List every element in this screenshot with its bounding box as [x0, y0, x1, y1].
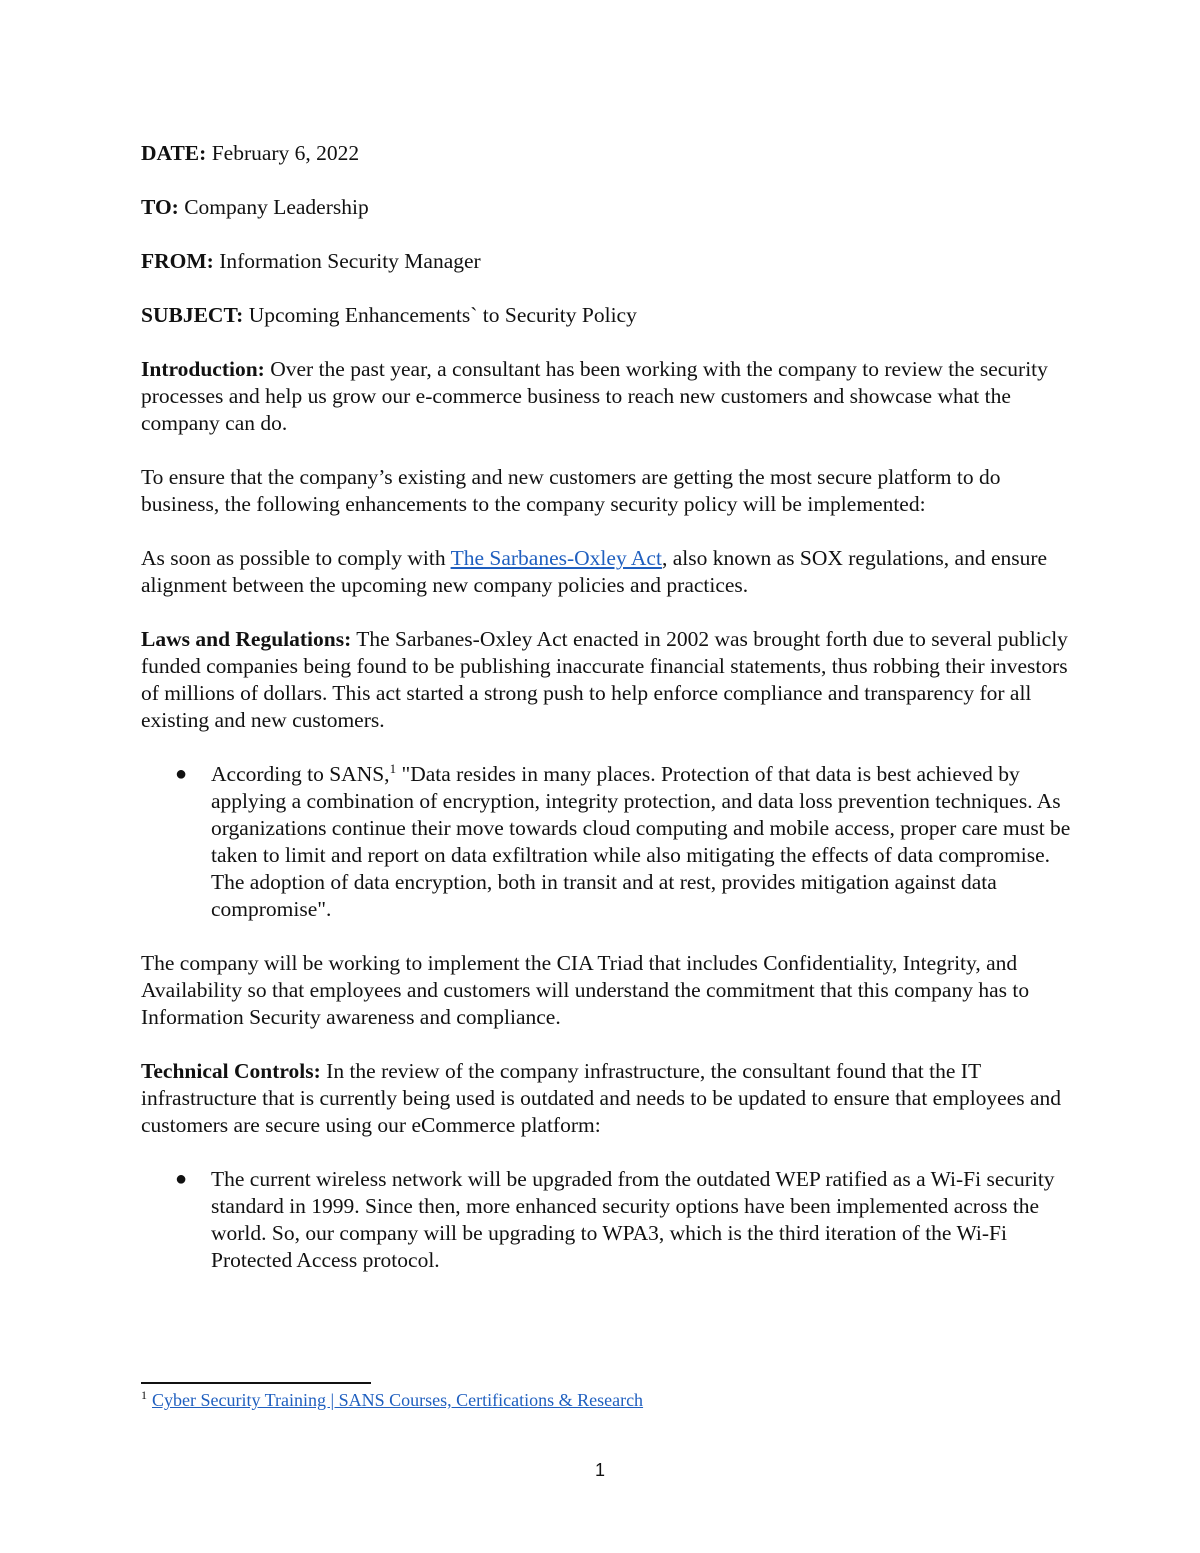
introduction-text: Over the past year, a consultant has been working with the company to review the security processes and help us grow our e-commerce business to reach new customers and showcase what the company can do. — [141, 357, 1048, 435]
footnote-link[interactable]: Cyber Security Training | SANS Courses, Certifications & Research — [152, 1390, 644, 1410]
date-value: February 6, 2022 — [206, 141, 360, 165]
technical-text: In the review of the company infrastructure, the consultant found that the IT infrastructure that is currently being used is outdated and needs to be updated to ensure that employees and customers are secure using our eCommerce platform: — [141, 1059, 1062, 1137]
wireless-upgrade-text: The current wireless network will be upgraded from the outdated WEP ratified as a Wi-Fi security standard in 1999. Since then, more enhanced security options have been implemented across the world. So, our company will be upgrading to WPA3, which is the third iteration of the Wi-Fi Protected Access protocol. — [211, 1167, 1055, 1272]
technical-bullet-list — [141, 1166, 1071, 1274]
date-label: DATE: — [141, 141, 207, 165]
bullet-icon: ● — [175, 1168, 188, 1190]
from-line — [141, 248, 1071, 275]
sans-quote-before: According to SANS, — [211, 762, 390, 786]
laws-label: Laws and Regulations: — [141, 627, 352, 651]
footnote-separator — [141, 1382, 371, 1384]
sox-paragraph — [141, 545, 1071, 599]
footnote — [141, 1388, 643, 1412]
laws-paragraph — [141, 626, 1071, 734]
sox-text-after: , also known as SOX regulations, and ensure alignment between the upcoming new company policies and practices. — [141, 546, 1048, 597]
list-item — [141, 1166, 1071, 1274]
sox-text-before: As soon as possible to comply with — [141, 546, 451, 570]
footnote-reference[interactable]: 1 — [389, 760, 397, 776]
introduction-label: Introduction: — [141, 357, 265, 381]
page-number: 1 — [594, 1460, 605, 1480]
introduction-paragraph — [141, 356, 1071, 437]
ensure-paragraph: To ensure that the company’s existing and new customers are getting the most secure platform to do business, the following enhancements to the company security policy will be implemented: — [141, 465, 1001, 516]
subject-line — [141, 302, 1071, 329]
bullet-icon: ● — [175, 763, 188, 785]
memo-body — [141, 140, 1071, 1301]
from-value: Information Security Manager — [213, 249, 481, 273]
footnote-number: 1 — [141, 1388, 147, 1402]
to-label: TO: — [141, 195, 179, 219]
technical-paragraph — [141, 1058, 1071, 1139]
date-line — [141, 140, 1071, 167]
cia-paragraph: The company will be working to implement the CIA Triad that includes Confidentiality, Integrity, and Availability so that employees and customers will understand the commitment that this company has to Information Security awareness and compliance. — [141, 951, 1030, 1029]
laws-bullet-list — [141, 761, 1071, 923]
list-item — [141, 761, 1071, 923]
sox-act-link[interactable]: The Sarbanes-Oxley Act — [450, 546, 662, 570]
from-label: FROM: — [141, 249, 214, 273]
subject-label: SUBJECT: — [141, 303, 244, 327]
laws-text: The Sarbanes-Oxley Act enacted in 2002 was brought forth due to several publicly funded companies being found to be publishing inaccurate financial statements, thus robbing their investors of millions of dollars. This act started a strong push to help enforce compliance and transparency for all existing and new customers. — [141, 627, 1068, 732]
subject-value: Upcoming Enhancements` to Security Policy — [243, 303, 637, 327]
to-value: Company Leadership — [178, 195, 369, 219]
sans-quote-text: "Data resides in many places. Protection of that data is best achieved by applying a combination of encryption, integrity protection, and data loss prevention techniques. As organizations continue their move towards cloud computing and mobile access, proper care must be taken to limit and report on data exfiltration while also mitigating the effects of data compromise. The adoption of data encryption, both in transit and at rest, provides mitigation against data compromise". — [211, 762, 1071, 921]
technical-label: Technical Controls: — [141, 1059, 321, 1083]
to-line — [141, 194, 1071, 221]
